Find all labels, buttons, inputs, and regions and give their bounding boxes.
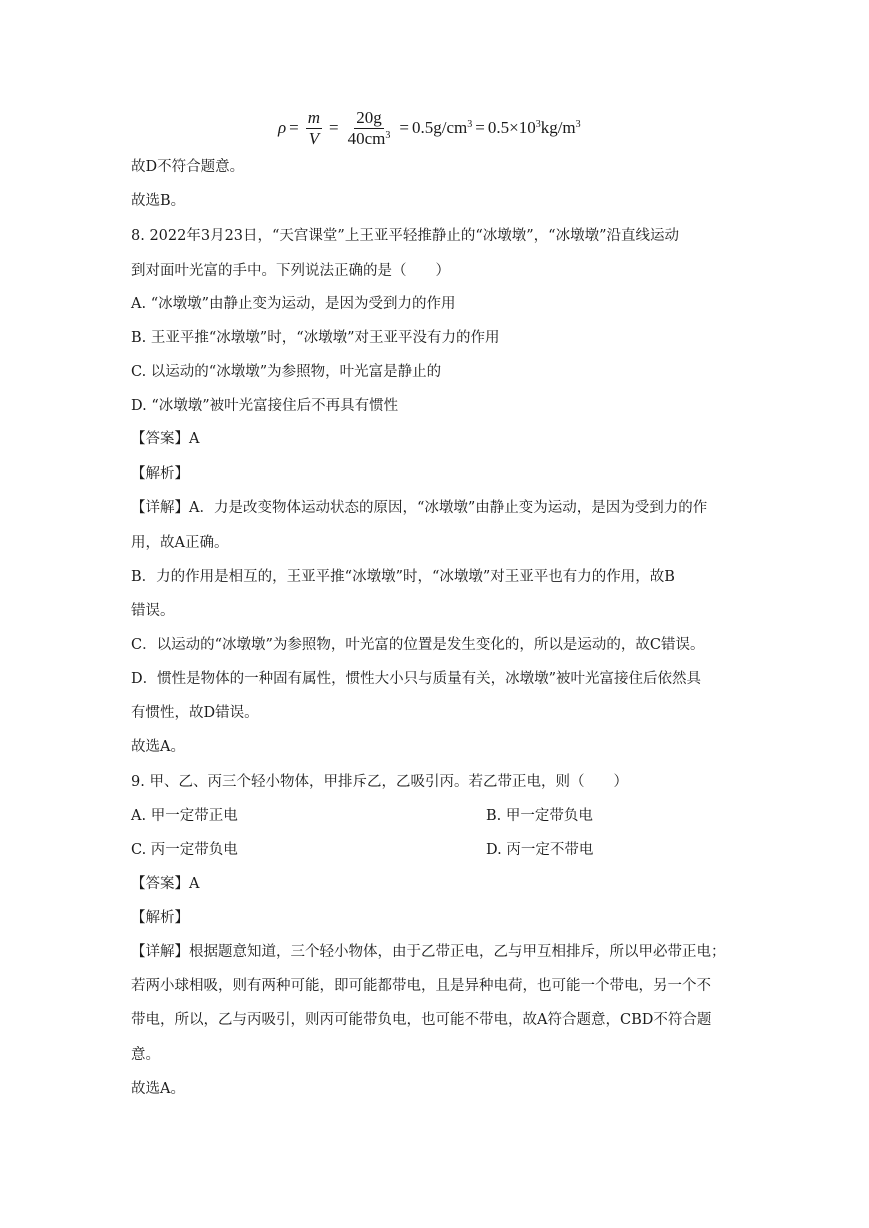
option-b: B. 王亚平推“冰墩墩”时，“冰墩墩”对王亚平没有力的作用 <box>131 330 500 346</box>
question-8-stem: 8. 2022年3月23日，“天宫课堂”上王亚平轻推静止的“冰墩墩”，“冰墩墩”沿直线运动 <box>131 228 679 244</box>
analysis-label: 【解析】 <box>131 910 189 926</box>
formula-fraction-m-over-v <box>306 108 322 149</box>
option-b: B. 甲一定带负电 <box>486 808 593 824</box>
explanation-line: 有惯性，故D错误。 <box>131 705 259 721</box>
explanation-line: 若两小球相吸，则有两种可能，即可能都带电，且是异种电荷，也可能一个带电，另一个不 <box>131 978 711 994</box>
formula-v: V <box>308 128 320 148</box>
formula-numerator: 20g <box>356 107 382 127</box>
formula-equals: = <box>475 118 485 137</box>
explanation-line: 错误。 <box>131 603 175 619</box>
formula-equals: = <box>399 118 410 137</box>
answer-label: 【答案】A <box>131 876 200 892</box>
text-line: 故D不符合题意。 <box>131 159 245 175</box>
explanation-line: 带电，所以，乙与丙吸引，则丙可能带负电，也可能不带电，故A符合题意，CBD不符合题 <box>131 1012 712 1028</box>
answer-label: 【答案】A <box>131 431 200 447</box>
text-line: 故选A。 <box>131 1081 185 1097</box>
text-line: 故选A。 <box>131 739 185 755</box>
explanation-line: 意。 <box>131 1047 160 1063</box>
explanation-line: D．惯性是物体的一种固有属性，惯性大小只与质量有关，冰墩墩”被叶光富接住后依然具 <box>131 671 702 687</box>
option-a: A. “冰墩墩”由静止变为运动，是因为受到力的作用 <box>131 296 456 312</box>
explanation-line: C．以运动的“冰墩墩”为参照物，叶光富的位置是发生变化的，所以是运动的，故C错误。 <box>131 637 705 653</box>
formula-fraction-values <box>346 108 393 149</box>
formula-result-1: $0.5g/cm^3$ <box>412 118 473 137</box>
formula-equals: = <box>289 118 299 137</box>
option-d: D. 丙一定不带电 <box>486 842 594 858</box>
question-9-stem: 9. 甲、乙、丙三个轻小物体，甲排斥乙，乙吸引丙。若乙带正电，则（ ） <box>131 774 628 790</box>
density-formula <box>278 104 581 152</box>
explanation-line: 用，故A正确。 <box>131 535 229 551</box>
formula-rho: ρ <box>278 118 287 137</box>
option-d: D. “冰墩墩”被叶光富接住后不再具有惯性 <box>131 398 399 414</box>
analysis-label: 【解析】 <box>131 466 189 482</box>
option-a: A. 甲一定带正电 <box>131 808 238 824</box>
option-c: C. 以运动的“冰墩墩”为参照物，叶光富是静止的 <box>131 364 442 380</box>
question-8-stem: 到对面叶光富的手中。下列说法正确的是（ ） <box>131 263 450 279</box>
option-c: C. 丙一定带负电 <box>131 842 238 858</box>
text-line: 故选B。 <box>131 193 186 209</box>
formula-m: m <box>307 107 321 127</box>
formula-result-2: $0.5\times 10^3kg/m^3$ <box>487 118 581 137</box>
formula-equals: = <box>329 118 339 137</box>
formula-denominator: $40cm^3$ <box>347 128 391 148</box>
explanation-line: B．力的作用是相互的，王亚平推“冰墩墩”时，“冰墩墩”对王亚平也有力的作用，故B <box>131 569 675 585</box>
explanation-line: 【详解】A．力是改变物体运动状态的原因，“冰墩墩”由静止变为运动，是因为受到力的作 <box>131 500 708 516</box>
explanation-line: 【详解】根据题意知道，三个轻小物体，由于乙带正电，乙与甲互相排斥，所以甲必带正电； <box>131 944 726 960</box>
